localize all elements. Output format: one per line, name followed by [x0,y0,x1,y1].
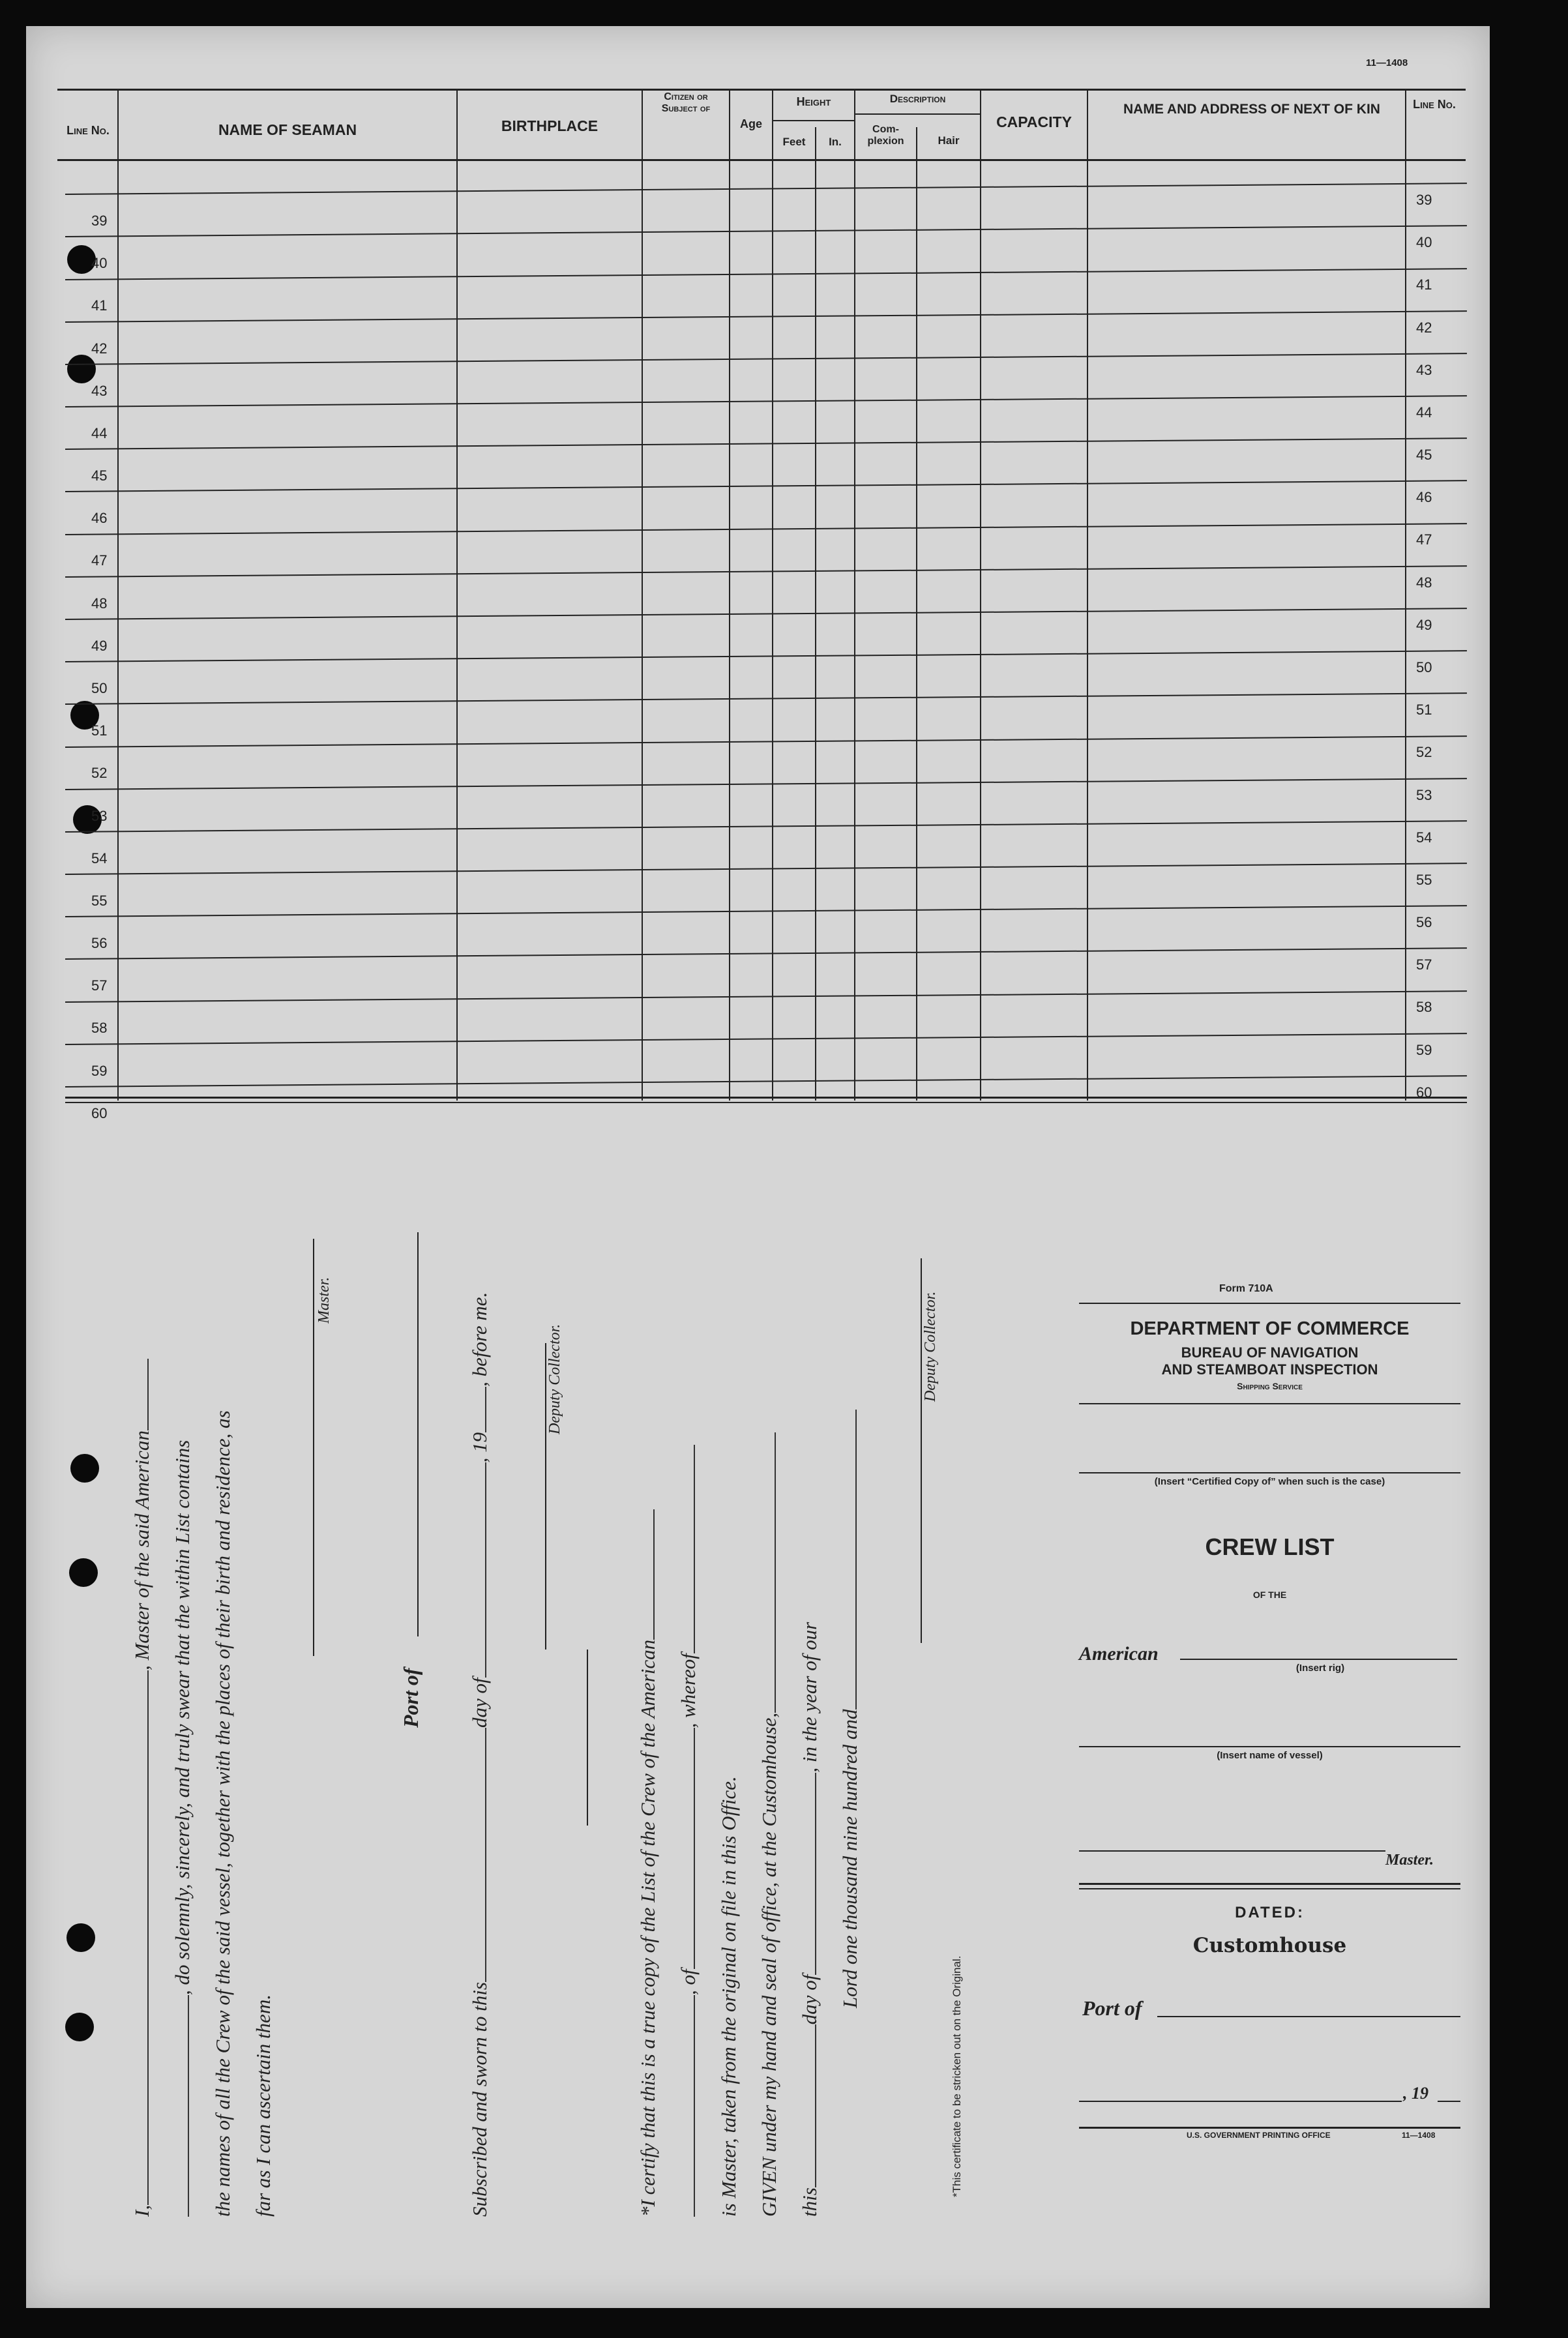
cert-day-of-text: day of [798,1974,821,2025]
port-of-label: Port of [399,1668,422,1728]
oath-i: I, [130,2204,153,2217]
cover-master-label: Master. [1385,1852,1434,1869]
cover-rule [1079,2127,1460,2129]
oath-blank[interactable] [172,1995,189,2217]
row-number-right: 56 [1416,914,1432,931]
row-number-left: 55 [91,892,108,909]
cover-rule [1079,1888,1460,1889]
dated-label: DATED: [1235,1904,1305,1921]
column-rule [772,89,773,1101]
row-number-left: 57 [91,977,108,994]
header-capacity: CAPACITY [996,113,1072,130]
row-number-left: 51 [91,722,108,739]
row-number-left: 52 [91,765,108,782]
cert-month-blank[interactable] [799,1773,816,1975]
punch-hole [69,1558,98,1587]
certificate-line-2 [677,1445,700,2217]
row-number-left: 45 [91,467,108,484]
header-inches: In. [829,136,842,148]
vessel-name-blank[interactable] [1079,1746,1460,1747]
row-number-left: 50 [91,680,108,696]
form-number: Form 710A [1219,1283,1273,1294]
row-number-right: 59 [1416,1041,1432,1058]
subheader-rule [772,120,854,121]
row-number-right: 53 [1416,786,1432,803]
oath-line-3: the names of all the Crew of the said vessel, together with the places of their birth and residence, as [211,1410,234,2217]
subscribed-text: Subscribed and sworn to this [468,1982,491,2217]
table-bottom-rule [65,1102,1467,1103]
department-title: DEPARTMENT OF COMMERCE [1130,1318,1410,1339]
certificate-line-5 [798,1622,821,2217]
certificate-line-6 [838,1410,862,2008]
punch-hole [65,2013,94,2041]
header-complexion: Com-plexion [867,124,904,147]
insert-name-note: (Insert name of vessel) [1217,1750,1323,1761]
header-citizen: Citizen or Subject of [661,91,711,115]
subheader-rule [854,113,980,115]
column-rule [117,89,119,1101]
rig-blank[interactable] [1180,1659,1457,1660]
row-number-left: 41 [91,297,108,314]
day-of-text: day of [468,1678,491,1728]
cover-rule [1079,1403,1460,1404]
cover-rule [1079,1303,1460,1304]
column-rule [456,89,458,1101]
row-number-left: 60 [91,1104,108,1121]
row-number-left: 42 [91,340,108,357]
divider-line [587,1650,588,1826]
header-line-no: Line No. [67,124,110,137]
row-number-right: 44 [1416,404,1432,421]
column-rule [854,89,855,1101]
vessel-blank[interactable] [132,1359,149,1430]
master-name-blank[interactable] [1079,1850,1385,1852]
year-blank[interactable] [469,1387,486,1432]
cert-master-blank[interactable] [678,1445,695,1653]
row-number-right: 47 [1416,531,1432,548]
oath-master-of-text: , Master of the said American [130,1430,153,1670]
bureau-line-2: AND STEAMBOAT INSPECTION [1161,1361,1378,1378]
row-number-right: 58 [1416,999,1432,1016]
row-number-left: 44 [91,424,108,441]
day-blank[interactable] [469,1728,486,1982]
table-top-rule [57,89,1466,91]
row-number-right: 50 [1416,659,1432,675]
row-number-left: 49 [91,637,108,654]
row-number-right: 57 [1416,956,1432,973]
row-number-left: 53 [91,807,108,824]
oath-deputy-collector: Deputy Collector. [546,1324,563,1434]
punch-hole [67,355,96,383]
certificate-line-3: is Master, taken from the original on file in this Office. [717,1776,740,2217]
header-birthplace: BIRTHPLACE [501,117,599,134]
row-number-right: 42 [1416,319,1432,336]
cert-whereof-text: , whereof [677,1653,700,1728]
row-number-left: 43 [91,382,108,399]
form-code-bottom: 11—1408 [1402,2131,1436,2140]
cert-vessel-name-blank[interactable] [678,1995,695,2217]
oath-master-label: Master. [316,1277,333,1324]
row-number-left: 48 [91,595,108,612]
cover-year-blank[interactable] [1438,2101,1460,2102]
cover-port-of-label: Port of [1082,1996,1142,2020]
cert-of-text: , of [677,1969,700,1995]
row-number-right: 43 [1416,361,1432,378]
row-number-left: 59 [91,1062,108,1079]
certify-text: *I certify that this is a true copy of the List of the Crew of the American [636,1639,659,2217]
column-rule [729,89,730,1101]
cover-rule [1079,1883,1460,1885]
punch-hole [70,1454,99,1483]
header-age: Age [739,117,762,130]
shipping-service: Shipping Service [1237,1381,1303,1391]
cert-vessel-blank[interactable] [638,1509,655,1640]
master-signature-line[interactable] [313,1239,314,1656]
punch-hole [67,1923,95,1952]
before-me-text: , before me. [468,1292,491,1387]
cover-date-blank[interactable] [1079,2101,1402,2102]
row-number-right: 51 [1416,702,1432,718]
gpo-imprint: U.S. GOVERNMENT PRINTING OFFICE [1187,2131,1331,2140]
column-rule [980,89,981,1101]
cert-this-text: this [798,2187,821,2217]
oath-swear-text: , do solemnly, sincerely, and truly swear that the within List contains [171,1440,194,1995]
oath-line-4: far as I can ascertain them. [252,1994,274,2217]
row-number-left: 39 [91,213,108,229]
row-number-left: 58 [91,1020,108,1037]
cert-day-blank[interactable] [799,2024,816,2187]
master-name-blank[interactable] [132,1670,149,2205]
row-number-right: 54 [1416,829,1432,846]
row-number-right: 39 [1416,192,1432,208]
cover-year-19: , 19 [1403,2084,1428,2103]
cert-year-blank[interactable] [840,1410,857,1709]
bureau-line-1: BUREAU OF NAVIGATION [1181,1344,1359,1361]
customhouse-label: Customhouse [1192,1934,1347,1957]
row-number-right: 41 [1416,276,1432,293]
year-19-text: , 19 [468,1432,491,1463]
column-rule [642,89,643,1101]
header-hair: Hair [938,134,960,147]
row-number-right: 40 [1416,234,1432,251]
insert-certified-note: (Insert “Certified Copy of” when such is the case) [1154,1476,1385,1487]
row-number-right: 49 [1416,616,1432,633]
row-number-left: 47 [91,552,108,569]
row-number-right: 52 [1416,744,1432,761]
certificate-line-4 [758,1432,781,2217]
certificate-footnote: *This certificate to be stricken out on the Original. [951,1955,963,2197]
form-code-top: 11—1408 [1366,57,1408,68]
certificate-line-1 [636,1509,660,2217]
header-description: Description [889,93,946,105]
header-line-no-right: Line No. [1413,98,1456,111]
row-number-left: 40 [91,255,108,272]
row-number-left: 54 [91,850,108,866]
header-height: Height [796,95,831,108]
row-number-right: 60 [1416,1084,1432,1101]
cover-port-blank[interactable] [1157,2016,1460,2017]
of-the-label: OF THE [1252,1590,1287,1600]
cert-port-blank[interactable] [678,1728,695,1969]
table-header-rule [57,159,1466,161]
port-of-blank[interactable] [417,1232,419,1636]
oath-line-2 [171,1440,194,2217]
row-number-left: 56 [91,935,108,952]
lord-text: Lord one thousand nine hundred and [838,1709,861,2008]
row-number-right: 55 [1416,871,1432,888]
row-number-left: 46 [91,510,108,527]
oath-port-of [399,1668,423,1728]
header-name-of-seaman: NAME OF SEAMAN [218,121,357,138]
cert-year-of-our-text: , in the year of our [798,1621,821,1773]
certified-copy-blank[interactable] [1079,1472,1460,1473]
month-blank[interactable] [469,1462,486,1678]
american-label: American [1079,1643,1159,1665]
row-number-right: 48 [1416,574,1432,591]
row-number-right: 46 [1416,489,1432,506]
insert-rig-note: (Insert rig) [1295,1663,1345,1674]
row-number-right: 45 [1416,447,1432,464]
crew-list-title: CREW LIST [1205,1533,1335,1560]
given-text: GIVEN under my hand and seal of office, at the Customhouse, [758,1712,780,2217]
cert-deputy-collector: Deputy Collector. [922,1291,939,1402]
oath-subscribed-line [468,1292,492,2217]
customhouse-blank[interactable] [759,1432,776,1713]
table-bottom-rule [65,1097,1467,1099]
header-feet: Feet [782,136,806,148]
header-next-of-kin: NAME AND ADDRESS OF NEXT OF KIN [1123,102,1380,117]
column-rule [1087,89,1088,1101]
oath-line-1 [130,1359,154,2217]
